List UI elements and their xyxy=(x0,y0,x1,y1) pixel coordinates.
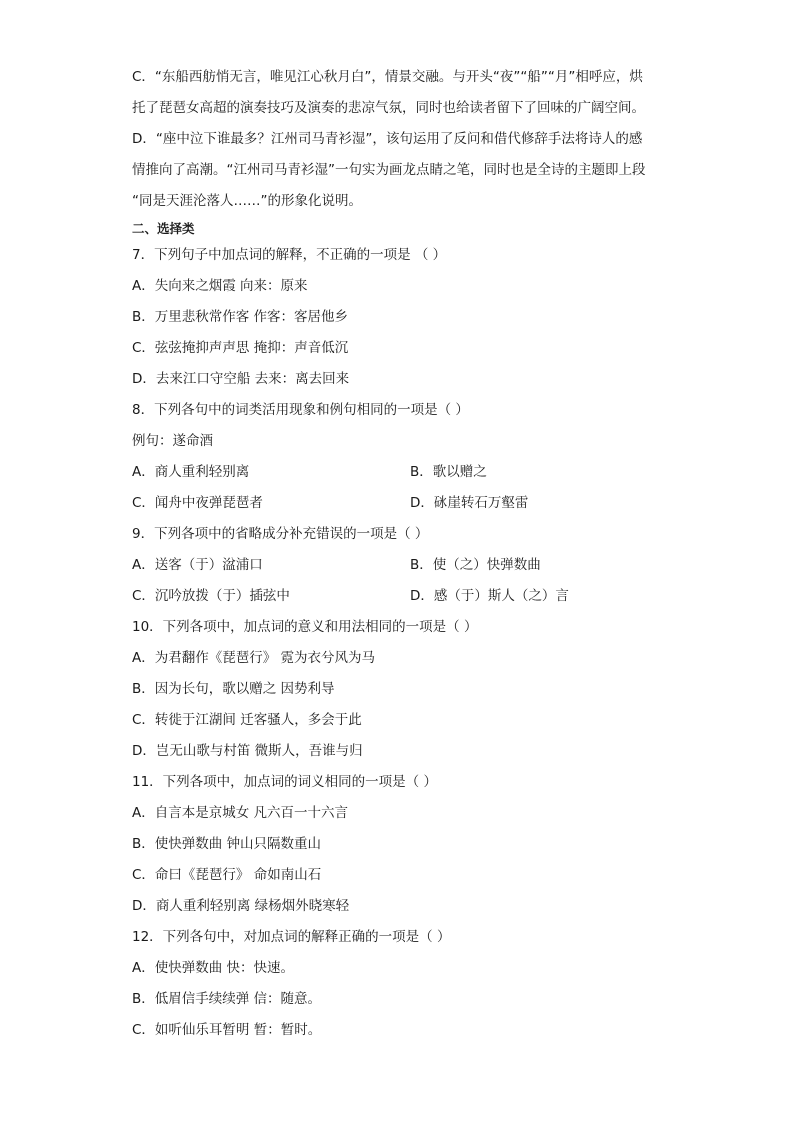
option-c-prev-line1: C．“东船西舫悄无言，唯见江心秋月白”，情景交融。与开头“夜”“船”“月”相呼应，烘 xyxy=(132,69,643,85)
q10-option-c: C．转徙于江湖间 迁客骚人，多会于此 xyxy=(132,712,362,728)
q8-example: 例句：遂命酒 xyxy=(132,433,213,449)
q12-stem: 12．下列各句中，对加点词的解释正确的一项是（ ） xyxy=(132,929,451,945)
section-title: 二、选择类 xyxy=(132,221,195,236)
q7-option-b: B．万里悲秋常作客 作客：客居他乡 xyxy=(132,309,349,325)
q11-option-b: B．使快弹数曲 钟山只隔数重山 xyxy=(132,836,322,852)
q7-option-d: D．去来江口守空船 去来：离去回来 xyxy=(132,371,350,387)
q10-option-a: A．为君翻作《琵琶行》 霓为衣兮风为马 xyxy=(132,650,376,666)
q8-option-d: D．砯崖转石万壑雷 xyxy=(410,495,529,511)
q12-option-a: A．使快弹数曲 快：快速。 xyxy=(132,960,295,976)
q11-option-d: D．商人重利轻别离 绿杨烟外晓寒轻 xyxy=(132,898,350,914)
q7-option-c: C．弦弦掩抑声声思 掩抑：声音低沉 xyxy=(132,340,349,356)
option-d-prev-line3: “同是天涯沦落人……”的形象化说明。 xyxy=(132,193,362,209)
q9-option-b: B．使（之）快弹数曲 xyxy=(410,557,541,573)
q11-stem: 11．下列各项中，加点词的词义相同的一项是（ ） xyxy=(132,774,437,790)
option-c-prev-line2: 托了琵琶女高超的演奏技巧及演奏的悲凉气氛，同时也给读者留下了回味的广阔空间。 xyxy=(132,100,645,116)
q10-option-b: B．因为长句，歌以赠之 因势利导 xyxy=(132,681,335,697)
q10-option-d: D．岂无山歌与村笛 微斯人，吾谁与归 xyxy=(132,743,363,759)
q7-option-a: A．失向来之烟霞 向来：原来 xyxy=(132,278,308,294)
q12-option-c: C．如听仙乐耳暂明 暂：暂时。 xyxy=(132,1022,322,1038)
q10-stem: 10．下列各项中，加点词的意义和用法相同的一项是（ ） xyxy=(132,619,478,635)
q11-option-a: A．自言本是京城女 凡六百一十六言 xyxy=(132,805,349,821)
q9-option-d: D．感（于）斯人（之）言 xyxy=(410,588,569,604)
q9-stem: 9．下列各项中的省略成分补充错误的一项是（ ） xyxy=(132,526,429,542)
option-d-prev-line1: D．“座中泣下谁最多？江州司马青衫湿”，该句运用了反问和借代修辞手法将诗人的感 xyxy=(132,131,643,147)
q8-stem: 8．下列各句中的词类活用现象和例句相同的一项是（ ） xyxy=(132,402,469,418)
option-d-prev-line2: 情推向了高潮。“江州司马青衫湿”一句实为画龙点睛之笔，同时也是全诗的主题即上段 xyxy=(132,162,646,178)
q9-option-a: A．送客（于）湓浦口 xyxy=(132,557,263,573)
q8-option-b: B．歌以赠之 xyxy=(410,464,487,480)
q8-option-a: A．商人重利轻别离 xyxy=(132,464,250,480)
q8-option-c: C．闻舟中夜弹琵琶者 xyxy=(132,495,263,511)
q7-stem: 7．下列句子中加点词的解释，不正确的一项是 （ ） xyxy=(132,247,447,263)
q9-option-c: C．沉吟放拨（于）插弦中 xyxy=(132,588,290,604)
q12-option-b: B．低眉信手续续弹 信：随意。 xyxy=(132,991,322,1007)
q11-option-c: C．命曰《琵琶行》 命如南山石 xyxy=(132,867,322,883)
